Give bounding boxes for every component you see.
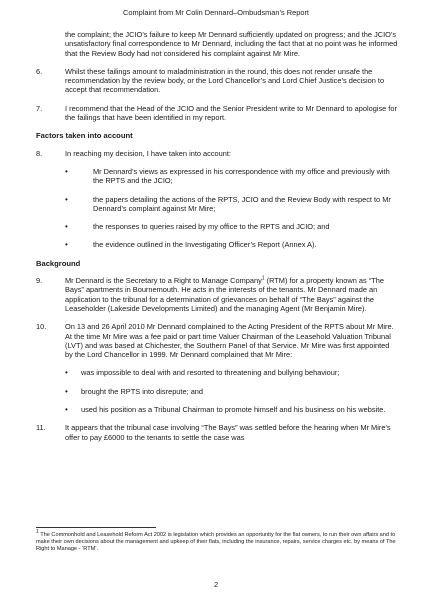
paragraph-10: [36, 322, 398, 359]
bullet-icon: •: [65, 405, 68, 415]
paragraph-number: 9.: [36, 276, 43, 286]
list-item: • was impossible to deal with and resorted to threatening and bullying behaviour;: [65, 368, 340, 378]
paragraph-8: [36, 149, 398, 158]
paragraph-7: [36, 104, 398, 123]
document-body: [36, 30, 398, 451]
bullet-icon: •: [65, 368, 68, 378]
list-item: • used his position as a Tribunal Chairman to promote himself and his business on his website.: [65, 405, 386, 415]
paragraph-9: [36, 276, 398, 313]
paragraph-number: 7.: [36, 103, 43, 113]
factors-list: [36, 167, 398, 250]
paragraph-number: 6.: [36, 66, 43, 76]
footnote: [36, 529, 398, 553]
footnote-text: The Commonhold and Leasehold Reform Act 2002 is legislation which provides an opportunity for the flat owners, to run their own affairs and to make their own decisions about the management and upkeep of their flats, including the insurance, repairs, service charges etc. by means of The Right to Manage - ‘RTM’.: [36, 532, 396, 552]
paragraph-6: [36, 67, 398, 95]
bullet-icon: •: [65, 240, 68, 250]
bullet-icon: •: [65, 166, 68, 176]
list-item: • the evidence outlined in the Investigating Officer’s Report (Annex A).: [65, 240, 317, 250]
paragraph-11: [36, 423, 398, 442]
paragraph-text: I recommend that the Head of the JCIO and the Senior President write to Mr Dennard to apologise for the failings that have been identified in my report.: [65, 103, 397, 123]
paragraph-text: Mr Dennard is the Secretary to a Right to Manage Company$^1$ (RTM) for a property known as “The Bays” apartments in Bournemouth. He acts in the interests of the tenants. Mr Dennard made an application to the tribunal for a determination of grievances on behalf of “The Bays” against the Leaseholder (Lakeside Developments Limited) and the managing Agent (Mr Benjamin Mire).: [65, 275, 384, 313]
footnote-divider: [36, 527, 156, 528]
continued-paragraph: the complaint; the JCIO’s failure to keep Mr Dennard sufficiently updated on progress; and the JCIO’s unsatisfactory final correspondence to Mr Dennard, including the fact that at no point was he informed that the Review Body had not considered his complaint against Mr Mire.: [65, 30, 398, 58]
bullet-icon: •: [65, 386, 68, 396]
paragraph-number: 10.: [36, 322, 47, 332]
list-item: • the responses to queries raised by my office to the RPTS and JCIO; and: [65, 222, 330, 232]
paragraph-text: It appears that the tribunal case involving “The Bays” was settled before the hearing when Mr Mire’s offer to pay £6000 to the tenants to settle the case was: [65, 423, 391, 442]
complaints-list: [36, 368, 398, 414]
section-heading-factors: Factors taken into account: [36, 131, 133, 141]
footnote-marker: 1: [36, 529, 39, 536]
list-item: • Mr Dennard’s views as expressed in his correspondence with my office and previously with the RPTS and the JCIO;: [65, 166, 390, 186]
page-number: 2: [213, 580, 219, 589]
running-header: Complaint from Mr Colin Dennard–Ombudsman’s Report: [123, 8, 309, 17]
list-item: • the papers detailing the actions of the RPTS, JCIO and the Review Body with respect to Mr Dennard’s complaint against Mr Mire;: [65, 194, 391, 213]
paragraph-number: 11.: [36, 423, 46, 433]
list-item: • brought the RPTS into disrepute; and: [65, 386, 204, 396]
bullet-icon: •: [65, 194, 68, 204]
paragraph-text: In reaching my decision, I have taken into account:: [65, 148, 231, 158]
footnote-marker: 1: [261, 275, 265, 282]
bullet-icon: •: [65, 222, 68, 232]
paragraph-text: On 13 and 26 April 2010 Mr Dennard complained to the Acting President of the RPTS about Mr Mire. At the time Mr Mire was a fee paid or part time Valuer Chairman of the Leasehold Valuation Tribunal (LVT) and was based at Chichester, the Southern Panel of that Service. Mr Mire was first appointed by the Lord Chancellor in 1999. Mr Dennard complained that Mr Mire:: [65, 322, 394, 360]
section-heading-background: Background: [36, 258, 81, 268]
paragraph-number: 8.: [36, 148, 43, 158]
paragraph-text: Whilst these failings amount to maladministration in the round, this does not render unsafe the recommendation by the review body, or the Lord Chancellor’s and Lord Chief Justice’s decision to accept that recommendation.: [65, 66, 385, 95]
